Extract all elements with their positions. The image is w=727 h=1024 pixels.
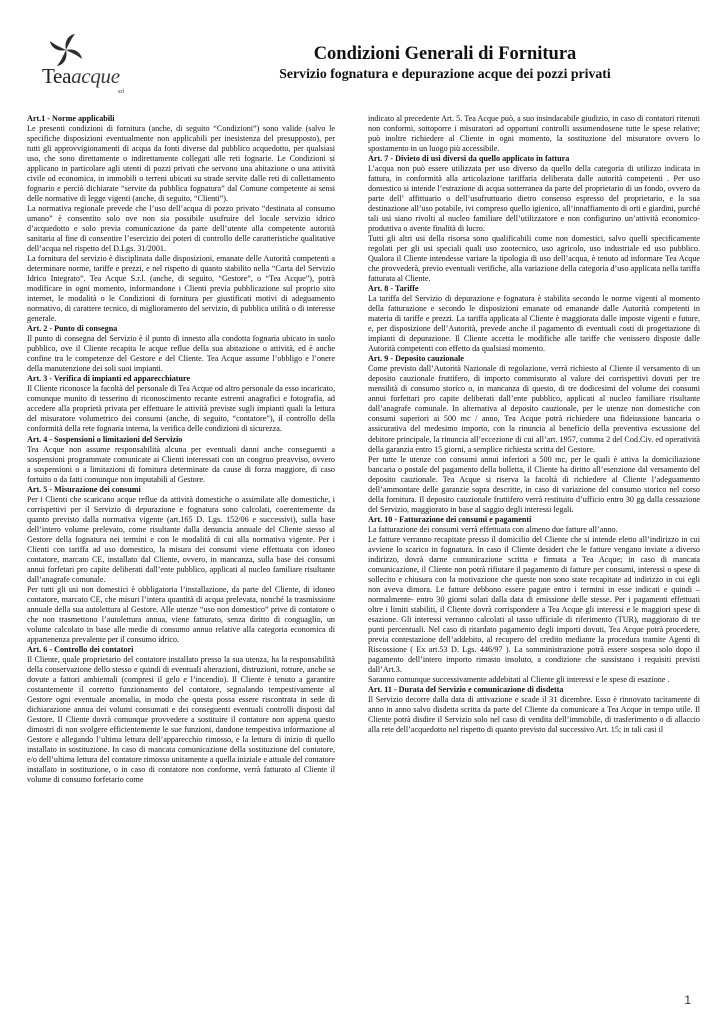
- document-title: Condizioni Generali di Fornitura: [313, 44, 577, 64]
- paragraph: L’acqua non può essere utilizzata per uso diverso da quello della categoria di utilizzo indicata in fattura, in conformità alla articolazione tariffaria deliberata dalle autorità competenti . Per uso domestico si intende l’estrazione di acqua sotterranea da parte del proprietario di un fondo, ovvero da parte dell’ affittuario o dell’usufruttuario dietro consenso espresso del proprietario, e la sua destinazione all’uso potabile, ivi compreso quello igienico, all’innaffiamento di orti e giardini, purché tali usi siano rivolti al nucleo familiare dell’utilizzatore e non configurino un’attività economico-produttiva o avente finalità di lucro.: [368, 164, 700, 234]
- paragraph: La fornitura del servizio è disciplinata dalle disposizioni, emanate delle Autorità competenti a determinare norme, tariffe e prezzi, e nel rispetto di quanto stabilito nella “Carta del Servizio Idrico Integrato”. Tea Acque S.r.l. (anche, di seguito, “Gestore”, o “Tea Acque”), potrà modificare in ogni momento, informandone i Clienti previa pubblicazione sul proprio sito internet, le modalità o le Condizioni di fornitura per giustificati motivi di adeguamento normativo, di carattere tecnico, di miglioramento del servizio, di pubblica utilità o di interesse generale.: [27, 254, 335, 324]
- paragraph: La fatturazione dei consumi verrà effettuata con almeno due fatture all’anno.: [368, 524, 618, 534]
- paragraph: indicato al precedente Art. 5. Tea Acque può, a suo insindacabile giudizio, in caso di contatori ritenuti non conformi, sottoporre i misuratori ad opportuni controlli assumendosene tutte le spese relative; può inoltre richiedere al Cliente in ogni momento, la sostituzione del misuratore ovvero lo spostamento in un luogo più accessibile.: [368, 114, 700, 154]
- article-heading: Art. 8 - Tariffe: [368, 284, 419, 294]
- logo-wordmark: Teaacque: [42, 64, 120, 88]
- article-heading: Art. 7 - Divieto di usi diversi da quello applicato in fattura: [368, 154, 570, 164]
- paragraph: Il Cliente, quale proprietario del contatore installato presso la sua utenza, ha la responsabilità della conservazione dello stesso e quindi di eventuali alterazioni, distruzioni, rotture, anche se dovute a fattori ambientali (compresi il gelo e l’incendio). Il Cliente è tenuto a garantire costantemente il corretto funzionamento del contatore, segnalando tempestivamente al Gestore ogni eventuale anomalia, in modo che questa possa essere riscontrata in sede di dichiarazione annua dei volumi consumati e dei conseguenti eventuali controlli disposti dal Gestore. Il Cliente dovrà comunque provvedere a sostituire il contatore non appena questo dimostri di non svolgere efficientemente le sue funzioni, dandone tempestiva informazione al Gestore e allegando l’ultima lettura dell’apparecchio rimosso, e la lettura di inizio di quello installato in sostituzione. In caso di mancata comunicazione della sostituzione del contatore, e/o dell’ultima lettura del contatore rimosso unitamente a quella iniziale e attuale del contatore installato in sostituzione, o in caso di contatore non conforme, verrà fatturato al Cliente il volume di consumo forfetario come: [27, 654, 335, 785]
- article-heading: Art. 4 - Sospensioni o limitazioni del Servizio: [27, 434, 183, 444]
- logo-srl: srl: [118, 89, 124, 95]
- article-heading: Art. 5 - Misurazione dei consumi: [27, 484, 141, 494]
- paragraph: Tea Acque non assume responsabilità alcuna per eventuali danni anche conseguenti a sospensioni programmate comunicate ai Clienti interessati con un congruo preavviso, ovvero a sospensioni o a limitazioni di fornitura determinate da cause di forza maggiore, di caso fortuito o da fatti comunque non imputabili al Gestore.: [27, 444, 335, 484]
- right-column: [368, 114, 700, 735]
- paragraph: Le presenti condizioni di fornitura (anche, di seguito “Condizioni”) sono valide (salvo le specifiche disposizioni eventualmente non applicabili per inesistenza del presupposto), per tutti gli approvvigionamenti di acqua da fonti diverse dal pubblico acquedotto, per qualsiasi uso, che sono direttamente o indirettamente collegati alle reti fognarie. Le Condizioni si applicano in particolare agli utenti di pozzi privati che servono una abitazione o una attività civile od economica, in immobili o terreni ubicati su strade servite dalle reti di collettamento fognario e perciò dichiarate “servite da pubblica fognatura” dal Comune competente ai sensi delle normative di legge vigenti (anche, di seguito, “Clienti”).: [27, 124, 335, 204]
- article-heading: Art. 11 - Durata del Servizio e comunicazione di disdetta: [368, 684, 564, 694]
- paragraph: Tutti gli altri usi della risorsa sono qualificabili come non domestici, salvo quelli specificamente regolati per gli usi speciali quali uso zootecnico, uso agricolo, uso industriale ed uso pubblico. Qualora il Cliente intendesse variare la tipologia di uso dell’acqua, è tenuto ad informare Tea Acque che provvederà, previo eventuali verifiche, alla variazione della categoria d’uso applicata nella tariffa fatturata al Cliente.: [368, 234, 700, 284]
- article-heading: Art. 9 - Deposito cauzionale: [368, 354, 464, 364]
- paragraph: Per tutte le utenze con consumi annui inferiori a 500 mc, per le quali è attiva la domiciliazione bancaria o postale del pagamento della bolletta, il Cliente ha diritto all’esenzione dal versamento del deposito cauzionale. Tea Acque si riserva la facoltà di richiedere al Cliente l’adeguamento dell’ammontare delle garanzie sopra descritte, in caso di variazione del consumo storico nel corso della fornitura. Il deposito cauzionale fruttifero verrà restituito d’ufficio entro 30 gg dalla cessazione del Servizio, maggiorato in base al saggio degli interessi legali.: [368, 454, 700, 514]
- article-heading: Art. 10 - Fatturazione dei consumi e pagamenti: [368, 514, 532, 524]
- paragraph: Il Servizio decorre dalla data di attivazione e scade il 31 dicembre. Esso è rinnovato tacitamente di anno in anno salvo disdetta scritta da parte del Cliente da comunicare a Tea Acque in tempo utile. Il Cliente potrà disdire il Servizio solo nel caso di vendita dell’immobile, di trasferimento o di allaccio alla rete dell’acquedotto nel rispetto di quanto previsto dal successivo Art. 15; in tali casi il: [368, 694, 700, 734]
- document-subtitle: Servizio fognatura e depurazione acque dei pozzi privati: [279, 66, 611, 81]
- left-column: [27, 114, 335, 785]
- paragraph: La tariffa del Servizio di depurazione e fognatura è stabilita secondo le norme vigenti al momento della fatturazione e secondo le disposizioni emanate od emanande dalle Autorità competenti in materia di tariffe e prezzi. La tariffa applicata al Cliente è maggiorata dalle imposte vigenti e future, e, per disposizione dell’Autorità, prevede anche il pagamento di eventuali costi di progettazione di impianti di depurazione. Il Cliente accetta le modifiche alle tariffe che venissero disposte dalle Autorità competenti con effetto da qualsiasi momento.: [368, 294, 700, 354]
- paragraph: Per tutti gli usi non domestici è obbligatoria l’installazione, da parte del Cliente, di idoneo contatore, marcato CE, che misuri l’intera quantità di acqua prelevata, nonché la trasmissione annuale della sua autolettura al Gestore. Alle utenze “uso non domestico” prive di contatore o che non trasmettono l’autolettura annua, viene fatturato, senza diritto di conguaglio, un volume calcolato in base alle medie di consumo annuo relative alla categoria economica di appartenenza prevalente per il consumo idrico.: [27, 584, 335, 644]
- article-heading: Art. 6 - Controllo dei contatori: [27, 644, 134, 654]
- paragraph: Le fatture verranno recapitate presso il domicilio del Cliente che si intende eletto all’indirizzo in cui avviene lo scarico in fognatura. In caso il Cliente desideri che le fatture vengano inviate a diverso indirizzo, dovrà darne comunicazione scritta e firmata a Tea Acque; in caso di mancata comunicazione, il Cliente non potrà rifiutare il pagamento di fatture per consumi, interessi o spese di sollecito e chiusura con la motivazione che queste non sono state recapitate ad indirizzo in cui egli non aveva dimora. Le fatture debbono essere pagate entro i termini in esse indicati e quindi –normalmente- entro 30 giorni solari dalla data di emissione delle stesse. Per i pagamenti effettuati oltre i limiti stabiliti, il Cliente dovrà corrispondere a Tea Acque gli interessi e le maggiori spese di esazione. Gli interessi verranno calcolati al tasso ufficiale di riferimento (TUR), maggiorato di tre punti percentuali. Nel caso di ritardato pagamento degli importi dovuti, Tea Acque potrà procedere, previa contestazione dell’addebito, al recupero del credito mediante la procedura tramite Agenti di Riscossione ( Ex art.53 D. Lgs. 446/97 ). La somministrazione potrà essere sospesa solo dopo il pagamento dell’intero importo rimasto insoluto, a condizione che sussistano i requisiti previsti dall’Art.3.: [368, 534, 700, 674]
- article-heading: Art. 2 - Punto di consegna: [27, 324, 118, 334]
- document-header: [0, 0, 727, 108]
- paragraph: Per i Clienti che scaricano acque reflue da attività domestiche o assimilate alle domestiche, i corrispettivi per il Servizio di depurazione e fognatura sono calcolati, coerentemente da quanto previsto dalla normativa vigente (art.165 D. Lgs. 152/06 e successivi), sulla base dell’intero volume prelevato, come risultante dalla denuncia annuale del Cliente stesso al Gestore della fognatura nei termini e con le modalità di cui alla normativa vigente. Per i Clienti con tariffa ad uso domestico, la misura dei consumi viene effettuata con idoneo contatore, marcato CE, installato dal Cliente, ovvero, in mancanza, sulla base dei consumi annui forfetari pro capite deliberati dall’ente pubblico, applicati al nucleo familiare risultante dall’anagrafe comunale.: [27, 494, 335, 584]
- article-heading: Art. 3 - Verifica di impianti ed apparecchiature: [27, 374, 191, 384]
- paragraph: Saranno comunque successivamente addebitati al Cliente gli interessi e le spese di esazione .: [368, 674, 670, 684]
- paragraph: La normativa regionale prevede che l’uso dell’acqua di pozzo privato “destinata al consumo umano” è consentito solo ove non sia possibile usufruire del locale servizio idrico d’acquedotto e solo previa comunicazione da parte dell’utente alla competente autorità sanitaria al fine di consentire l’esercizio dei poteri di controllo delle caratteristiche qualitative dell’acqua nel rispetto del D.Lgs. 31/2001.: [27, 204, 335, 254]
- paragraph: Il Cliente riconosce la facoltà del personale di Tea Acque od altro personale da esso incaricato, comunque munito di tesserino di riconoscimento recante estremi anagrafici e fotografia, ad accedere alla proprietà privata per effettuare le attività previste sugli impianti quali la lettura del misuratore volumetrico dei consumi (anche, di seguito, “contatore”), il controllo della conformità della rete fognaria interna, la verifica delle condizioni di sicurezza.: [27, 384, 335, 434]
- paragraph: Il punto di consegna del Servizio è il punto di innesto alla condotta fognaria ubicato in suolo pubblico, ove il Cliente recapita le acque reflue della sua abitazione o attività, ed è anche confine tra le competenze del Gestore e del Cliente. Tea Acque assume l’obbligo e l’onere della manutenzione dei soli suoi impianti.: [27, 334, 335, 374]
- page-number: 1: [684, 993, 691, 1007]
- paragraph: Come previsto dall’Autorità Nazionale di regolazione, verrà richiesto al Cliente il versamento di un deposito cauzionale fruttifero, di importo commisurato al valore dei corrispettivi dovuti per tre mensilità di consumo storico o, in mancanza di questo, di tre dodicesimi del volume dei consumi annui forfettari pro capite deliberati dall’ente pubblico, applicati al nucleo familiare risultante dall’anagrafe comunale. In alternativa al deposito cauzionale, per le utenze non domestiche con consumi superiori ai 500 mc / anno, Tea Acque potrà richiedere una fideiussione bancaria o assicurativa del medesimo importo, con la rinuncia al beneficio della preventiva escussione del debitore principale, la rinuncia all’eccezione di cui all’art. 1957, comma 2 del Cod.Civ. ed operatività della garanzia entro 15 giorni, a semplice richiesta scritta del Gestore.: [368, 364, 700, 454]
- article-heading: Art.1 - Norme applicabili: [27, 114, 115, 123]
